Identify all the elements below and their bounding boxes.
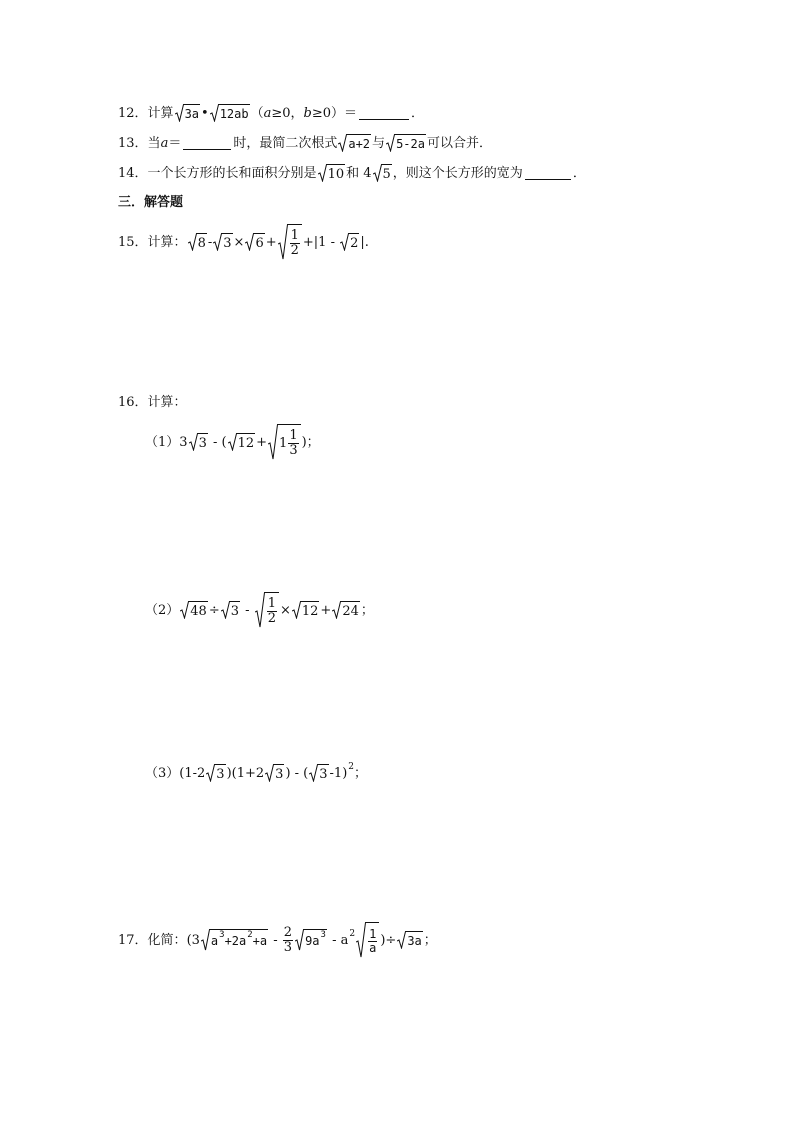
sqrt-expression: 48 bbox=[180, 601, 208, 619]
sqrt-expression: a+2 bbox=[338, 134, 371, 152]
sqrt-expression: 10 bbox=[318, 164, 346, 182]
radical-sign-icon bbox=[332, 601, 341, 619]
sqrt-expression: 8 bbox=[188, 233, 207, 251]
radical-sign-icon bbox=[268, 424, 278, 460]
radical-sign-icon bbox=[356, 922, 366, 958]
radical-sign-icon bbox=[340, 233, 349, 251]
answer-blank[interactable] bbox=[359, 107, 409, 120]
sqrt-mixed-fraction: 1 $\frac{1}{3}$ bbox=[268, 424, 301, 460]
section-title: 三．解答题 bbox=[118, 195, 184, 210]
radical-sign-icon bbox=[255, 592, 265, 628]
radical-sign-icon bbox=[213, 233, 222, 251]
radical-sign-icon bbox=[318, 164, 327, 182]
fraction: $\frac{1}{a}$ bbox=[369, 926, 377, 955]
radical-sign-icon bbox=[295, 929, 304, 951]
sqrt-expression: 3a bbox=[175, 104, 200, 122]
sqrt-expression: 24 bbox=[332, 601, 360, 619]
exponent: 2 bbox=[348, 761, 355, 772]
radical-sign-icon bbox=[180, 601, 189, 619]
radical-sign-icon bbox=[206, 764, 215, 782]
question-number: 13． bbox=[118, 135, 148, 151]
radical-sign-icon bbox=[265, 764, 274, 782]
sqrt-expression: 5-2a bbox=[386, 134, 426, 152]
sqrt-expression: 3 bbox=[221, 601, 240, 619]
question-16-part-3: （3） (1-2 3 )(1+2 3 ) - ( 3 -1) 2 ； bbox=[145, 761, 368, 782]
answer-blank[interactable] bbox=[525, 167, 571, 180]
question-12: 12． 计算 3a • 12ab （ a ≥0， b ≥0）＝ ． bbox=[118, 105, 425, 121]
sqrt-expression: 6 bbox=[245, 233, 264, 251]
question-15: 15． 计算： 8 - 3 × 6 + $\frac{1}{2}$ +|1 - 2 |. bbox=[118, 224, 369, 260]
sqrt-expression: 3 bbox=[206, 764, 225, 782]
question-number: 17． bbox=[118, 932, 148, 948]
radical-sign-icon bbox=[189, 433, 198, 451]
sqrt-expression: 2 bbox=[340, 233, 359, 251]
sqrt-expression: 3 bbox=[265, 764, 284, 782]
question-number: 14． bbox=[118, 165, 148, 181]
radical-sign-icon bbox=[228, 433, 237, 451]
radical-sign-icon bbox=[309, 764, 318, 782]
question-number: 15． bbox=[118, 234, 148, 250]
fraction: $\frac{1}{2}$ bbox=[290, 227, 299, 258]
radical-sign-icon bbox=[188, 233, 197, 251]
question-text: 计算 bbox=[147, 105, 174, 121]
radical-sign-icon bbox=[175, 104, 184, 122]
sqrt-fraction bbox=[278, 224, 302, 260]
radical-sign-icon bbox=[386, 134, 395, 152]
sqrt-expression: 3a bbox=[397, 931, 422, 949]
radical-sign-icon bbox=[397, 931, 406, 949]
answer-blank[interactable] bbox=[183, 137, 231, 150]
sqrt-expression: 12ab bbox=[210, 104, 250, 122]
question-14: 14． 一个长方形的长和面积分别是 10 和 4 5 ，则这个长方形的宽为 ． bbox=[118, 165, 586, 182]
sqrt-polynomial: a 3 +2a 2 +a bbox=[201, 929, 268, 951]
part-label: （1） bbox=[145, 434, 180, 450]
fraction: $\frac{1}{3}$ bbox=[289, 427, 298, 458]
question-number: 12． bbox=[118, 105, 148, 121]
question-16: 16． 计算： bbox=[118, 395, 187, 410]
radical-sign-icon bbox=[373, 164, 382, 182]
question-16-part-1: （1） 3 3 - ( 12 + 1 $\frac{1}{3}$ )； bbox=[145, 424, 320, 460]
part-label: （2） bbox=[145, 602, 180, 618]
question-number: 16． bbox=[118, 395, 148, 410]
question-13: 13． 当 a ＝ 时，最简二次根式 a+2 与 5-2a 可以合并． bbox=[118, 135, 492, 151]
radical-sign-icon bbox=[278, 224, 288, 260]
sqrt-expression: 3 bbox=[309, 764, 328, 782]
part-label: （3） bbox=[145, 765, 180, 781]
question-17: 17． 化简： (3 a 3 +2a 2 +a - $\frac{2}{3}$ 9a 3 - a 2 $\frac{1}{a}$ )÷ 3a ； bbox=[118, 922, 437, 958]
sqrt-expression: 5 bbox=[373, 164, 392, 182]
radical-sign-icon bbox=[221, 601, 230, 619]
radical-sign-icon bbox=[338, 134, 347, 152]
sqrt-expression: 3 bbox=[213, 233, 232, 251]
sqrt-expression: 12 bbox=[228, 433, 256, 451]
sqrt-expression: 9a 3 bbox=[295, 929, 327, 951]
sqrt-expression: 3 bbox=[189, 433, 208, 451]
radical-sign-icon bbox=[292, 601, 301, 619]
radical-sign-icon bbox=[245, 233, 254, 251]
radical-sign-icon bbox=[201, 929, 210, 951]
sqrt-fraction bbox=[255, 592, 279, 628]
sqrt-fraction bbox=[356, 922, 379, 958]
question-16-part-2: （2） 48 ÷ 3 - $\frac{1}{2}$ × 12 + 24 ； bbox=[145, 592, 374, 628]
fraction: $\frac{2}{3}$ bbox=[283, 924, 293, 955]
fraction: $\frac{1}{2}$ bbox=[267, 595, 276, 626]
radical-sign-icon bbox=[210, 104, 219, 122]
sqrt-expression: 12 bbox=[292, 601, 320, 619]
